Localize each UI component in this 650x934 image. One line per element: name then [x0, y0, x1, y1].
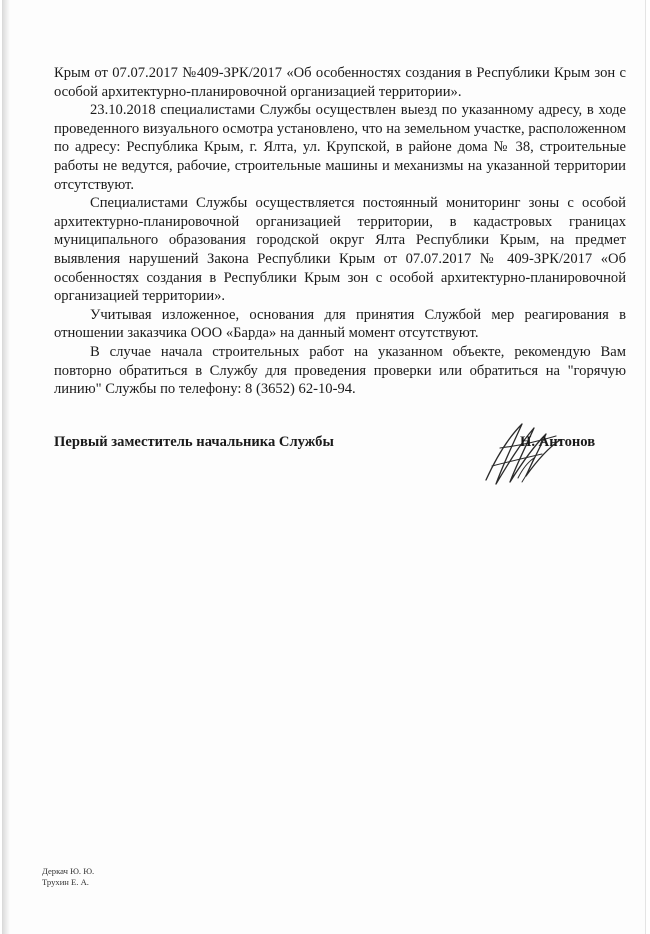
paragraph-monitoring: Специалистами Службы осуществляется постоянный мониторинг зоны с особой архитектурно-планировочной организацией территории, в кадастровых границах муниципального образования городской округ Ялта Республики Крым, на предмет выявления нарушений Закона Республики Крым от 07.07.2017 № 409-ЗРК/2017 «Об особенностях создания в Республики Крым зон с особой архитектурно-планировочной организацией территории». — [54, 195, 626, 305]
document-page — [2, 0, 646, 934]
page-edge-shadow — [2, 0, 10, 934]
paragraph-recommendation: В случае начала строительных работ на указанном объекте, рекомендую Вам повторно обратиться в Службу для проведения проверки или обратиться на "горячую линию" Службы по телефону: 8 (3652) 62-10-94. — [54, 343, 626, 398]
paragraph-law-reference: Крым от 07.07.2017 №409-ЗРК/2017 «Об особенностях создания в Республики Крым зон с особой архитектурно-планировочной организацией территории». — [54, 65, 626, 100]
signatory-name: Н. Антонов — [520, 434, 596, 450]
executor-name: Деркач Ю. Ю. — [42, 866, 95, 876]
signatory-position: Первый заместитель начальника Службы — [54, 434, 334, 450]
paragraph-conclusion: Учитывая изложенное, основания для принятия Службой мер реагирования в отношении заказчика ООО «Барда» на данный момент отсутствуют. — [54, 306, 626, 342]
paragraph-inspection: 23.10.2018 специалистами Службы осуществлен выезд по указанному адресу, в ходе проведенного визуального осмотра установлено, что на земельном участке, расположенном по адресу: Республика Крым, г. Ялта, ул. Крупской, в районе дома № 38, строительные работы не ведутся, рабочие, строительные машины и механизмы на указанной территории отсутствуют. — [54, 102, 626, 193]
document-body — [54, 64, 626, 399]
handwritten-signature — [456, 418, 578, 490]
executors-list — [42, 866, 94, 888]
executor-name: Трухин Е. А. — [42, 877, 89, 887]
